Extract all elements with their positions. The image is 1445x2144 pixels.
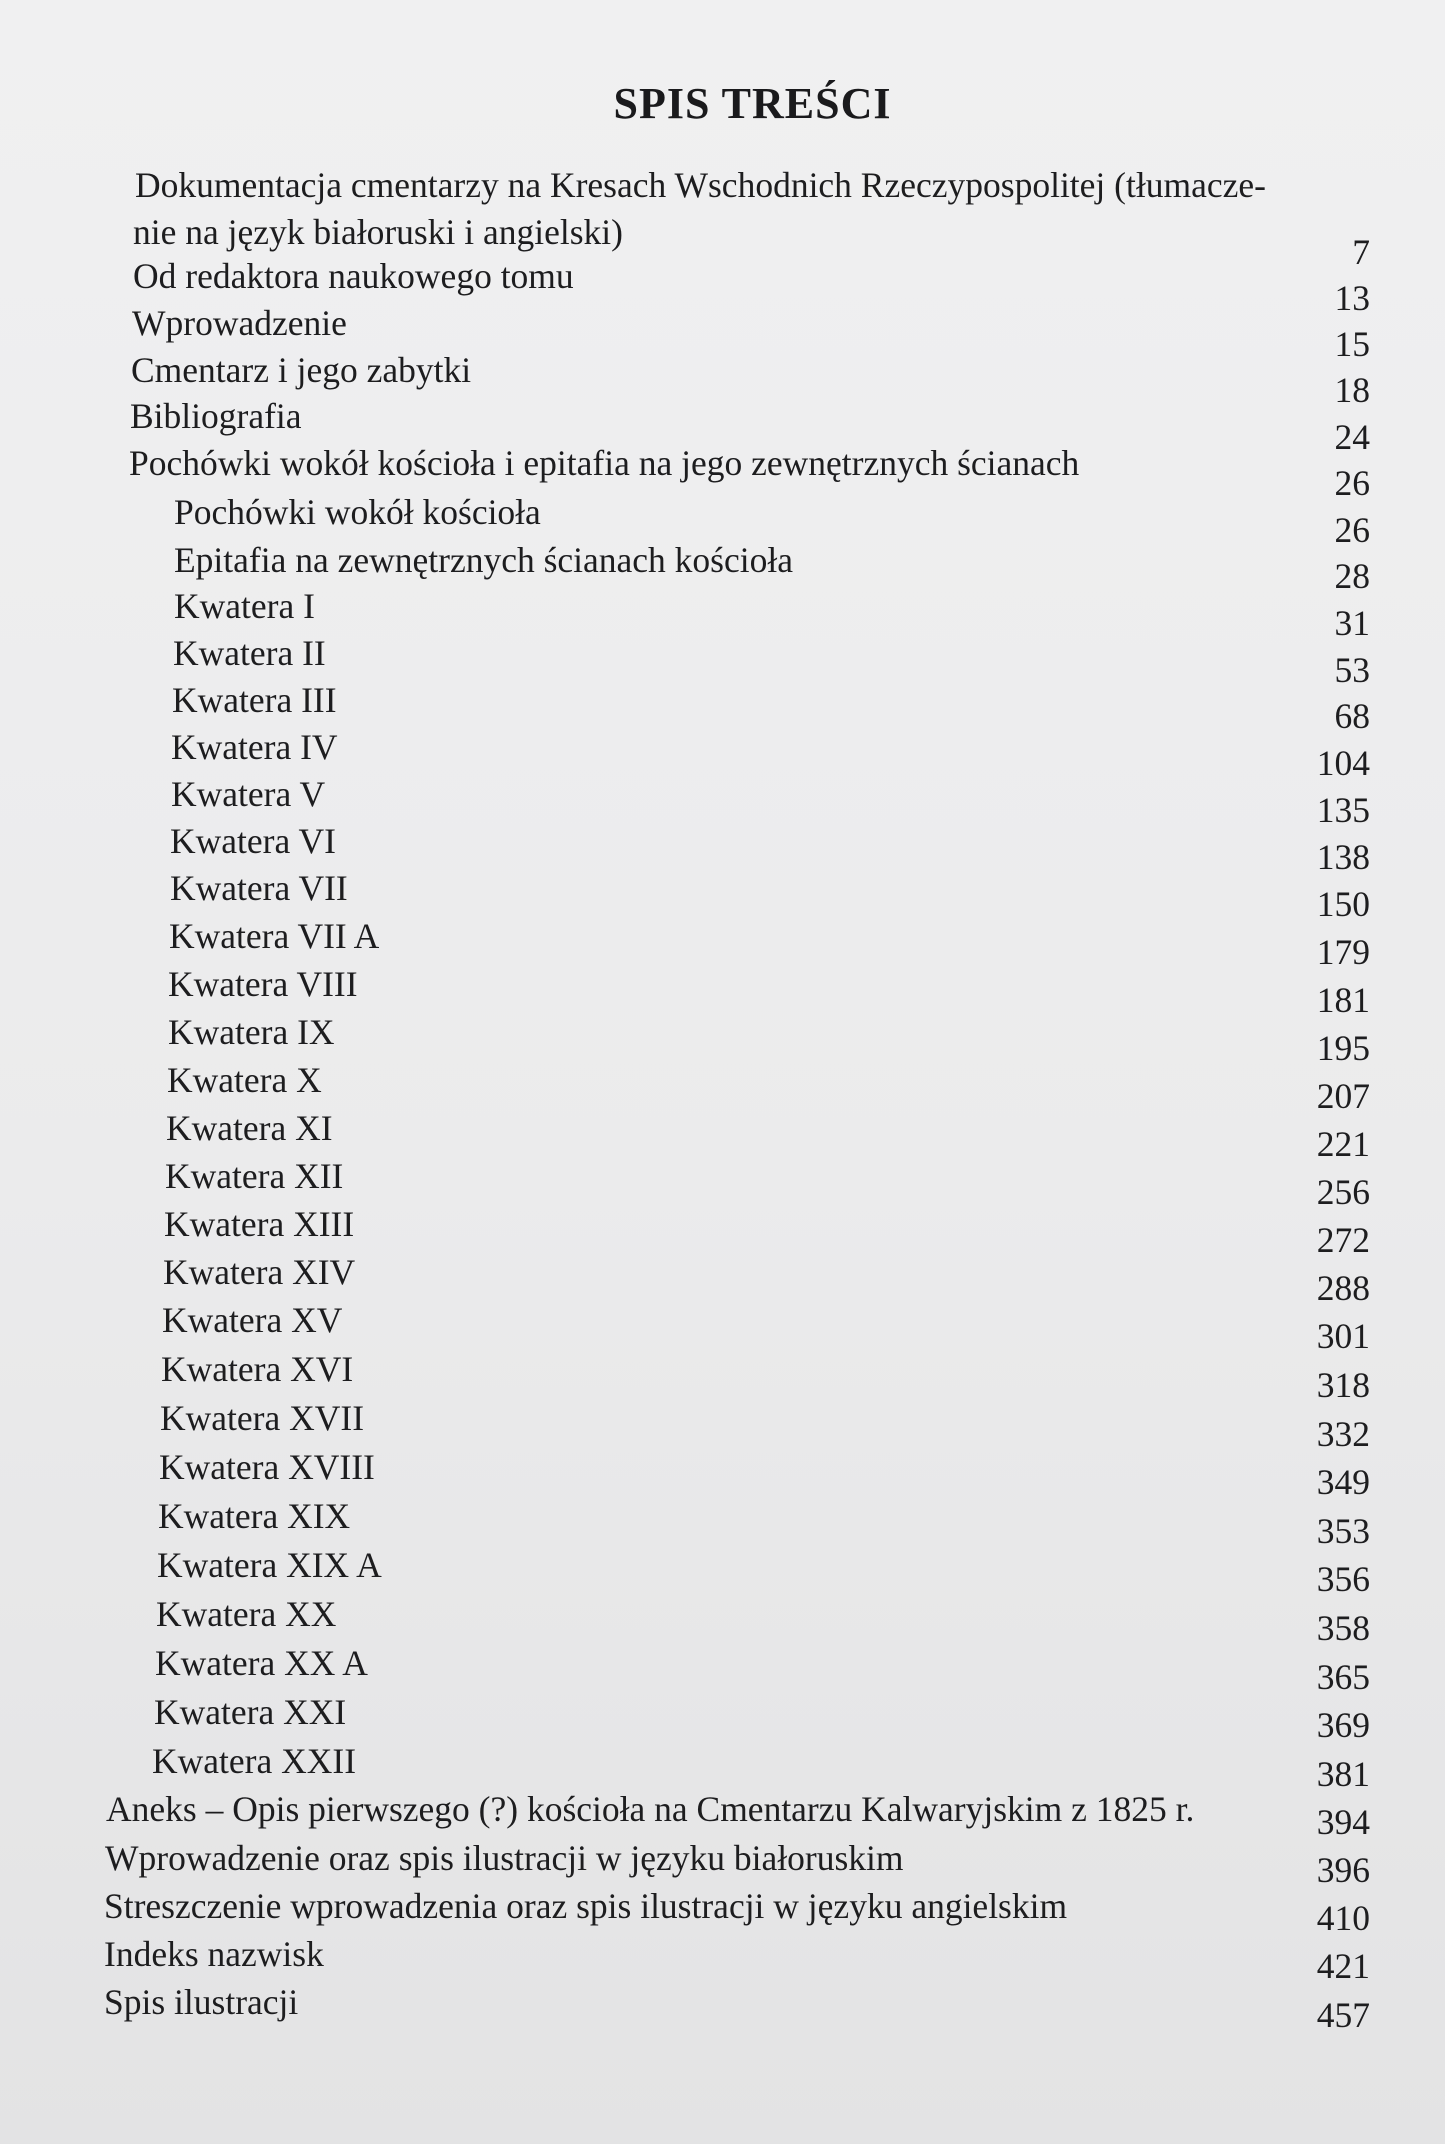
toc-page-number: 138 xyxy=(1316,837,1370,877)
toc-entry: Pochówki wokół kościoła i epitafia na jego zewnętrznych ścianach xyxy=(129,443,1080,483)
page-title: SPIS TREŚCI xyxy=(613,79,892,128)
toc-entry: Kwatera I xyxy=(174,586,315,626)
toc-entry: Kwatera XV xyxy=(162,1300,343,1340)
toc-entry: Kwatera XIX A xyxy=(157,1545,382,1585)
toc-page-number: 365 xyxy=(1316,1657,1370,1697)
toc-entry: Od redaktora naukowego tomu xyxy=(133,256,574,296)
toc-entry: Kwatera X xyxy=(167,1060,322,1100)
toc-page-number: 53 xyxy=(1334,650,1370,690)
toc-page-number: 150 xyxy=(1316,884,1370,924)
toc-entry: Kwatera VII A xyxy=(169,916,380,956)
toc-entry: Kwatera VI xyxy=(170,821,336,861)
toc-entry: Kwatera IV xyxy=(171,727,338,767)
toc-entry: Kwatera XVI xyxy=(161,1349,354,1389)
toc-entry: Kwatera XXI xyxy=(154,1692,347,1732)
toc-page-number: 31 xyxy=(1334,603,1370,643)
toc-page-number: 207 xyxy=(1316,1076,1370,1116)
toc-page-number: 135 xyxy=(1316,790,1370,830)
toc-entry: Kwatera IX xyxy=(168,1012,335,1052)
toc-page-number: 26 xyxy=(1334,463,1370,503)
toc-entry: Cmentarz i jego zabytki xyxy=(131,350,472,390)
toc-page-number: 358 xyxy=(1316,1608,1370,1648)
toc-page-number: 288 xyxy=(1316,1268,1370,1308)
toc-page-number: 256 xyxy=(1316,1172,1370,1212)
toc-page-number: 7 xyxy=(1352,232,1370,272)
toc-page-number: 353 xyxy=(1316,1511,1370,1551)
toc-entry-line: nie na język białoruski i angielski) xyxy=(133,212,623,252)
toc-entry: Spis ilustracji xyxy=(104,1982,299,2022)
toc-page-number: 396 xyxy=(1316,1850,1370,1890)
toc-page-number: 356 xyxy=(1316,1559,1370,1599)
toc-entry: Bibliografia xyxy=(130,396,302,436)
toc-entry: Kwatera XX xyxy=(156,1594,337,1634)
toc-entry: Wprowadzenie xyxy=(132,303,347,343)
toc-entry: Indeks nazwisk xyxy=(104,1934,324,1974)
toc-page-number: 179 xyxy=(1316,932,1370,972)
toc-entry-line: Dokumentacja cmentarzy na Kresach Wschodnich Rzeczypospolitej (tłumacze- xyxy=(135,165,1266,205)
toc-page-number: 104 xyxy=(1316,743,1370,783)
toc-entry: Kwatera XXII xyxy=(152,1741,357,1781)
toc-entry: Aneks – Opis pierwszego (?) kościoła na Cmentarzu Kalwaryjskim z 1825 r. xyxy=(106,1789,1195,1829)
toc-page-number: 24 xyxy=(1334,417,1370,457)
toc-page-number: 15 xyxy=(1334,324,1370,364)
toc-page-number: 68 xyxy=(1334,696,1370,736)
toc-page-number: 221 xyxy=(1316,1124,1370,1164)
toc-entry: Kwatera XVII xyxy=(160,1398,365,1438)
toc-entry: Streszczenie wprowadzenia oraz spis ilustracji w języku angielskim xyxy=(104,1886,1068,1926)
toc-page-number: 369 xyxy=(1316,1705,1370,1745)
toc-page-number: 381 xyxy=(1316,1754,1370,1794)
toc-entry: Kwatera VIII xyxy=(168,964,358,1004)
toc-page-number: 421 xyxy=(1316,1946,1370,1986)
toc-page-number: 28 xyxy=(1334,556,1370,596)
toc-entry: Kwatera XI xyxy=(166,1108,333,1148)
toc-page-number: 301 xyxy=(1316,1316,1370,1356)
toc-page-number: 410 xyxy=(1316,1898,1370,1938)
toc-page-number: 13 xyxy=(1334,278,1370,318)
toc-entry: Wprowadzenie oraz spis ilustracji w języku białoruskim xyxy=(105,1838,904,1878)
toc-entry: Kwatera XVIII xyxy=(159,1447,375,1487)
toc-page-number: 26 xyxy=(1334,510,1370,550)
toc-entry: Kwatera II xyxy=(173,633,326,673)
toc-entry: Kwatera VII xyxy=(170,868,348,908)
toc-entry: Kwatera III xyxy=(172,680,337,720)
toc-page-number: 195 xyxy=(1316,1028,1370,1068)
toc-entry: Pochówki wokół kościoła xyxy=(174,492,541,532)
toc-entry: Epitafia na zewnętrznych ścianach kościoła xyxy=(174,540,793,580)
toc-page-number: 272 xyxy=(1316,1220,1370,1260)
toc-entry: Kwatera XIII xyxy=(164,1204,355,1244)
toc-entry: Kwatera XII xyxy=(165,1156,344,1196)
toc-page-number: 394 xyxy=(1316,1802,1370,1842)
toc-entry: Kwatera V xyxy=(171,774,326,814)
toc-page-number: 318 xyxy=(1316,1365,1370,1405)
toc-entry: Kwatera XIX xyxy=(158,1496,351,1536)
toc-page-number: 181 xyxy=(1316,980,1370,1020)
toc-entry: Kwatera XIV xyxy=(163,1252,356,1292)
toc-page-number: 349 xyxy=(1316,1462,1370,1502)
toc-page-number: 457 xyxy=(1316,1995,1370,2035)
toc-page-number: 332 xyxy=(1316,1414,1370,1454)
toc-page-number: 18 xyxy=(1334,370,1370,410)
toc-entry: Kwatera XX A xyxy=(155,1643,368,1683)
